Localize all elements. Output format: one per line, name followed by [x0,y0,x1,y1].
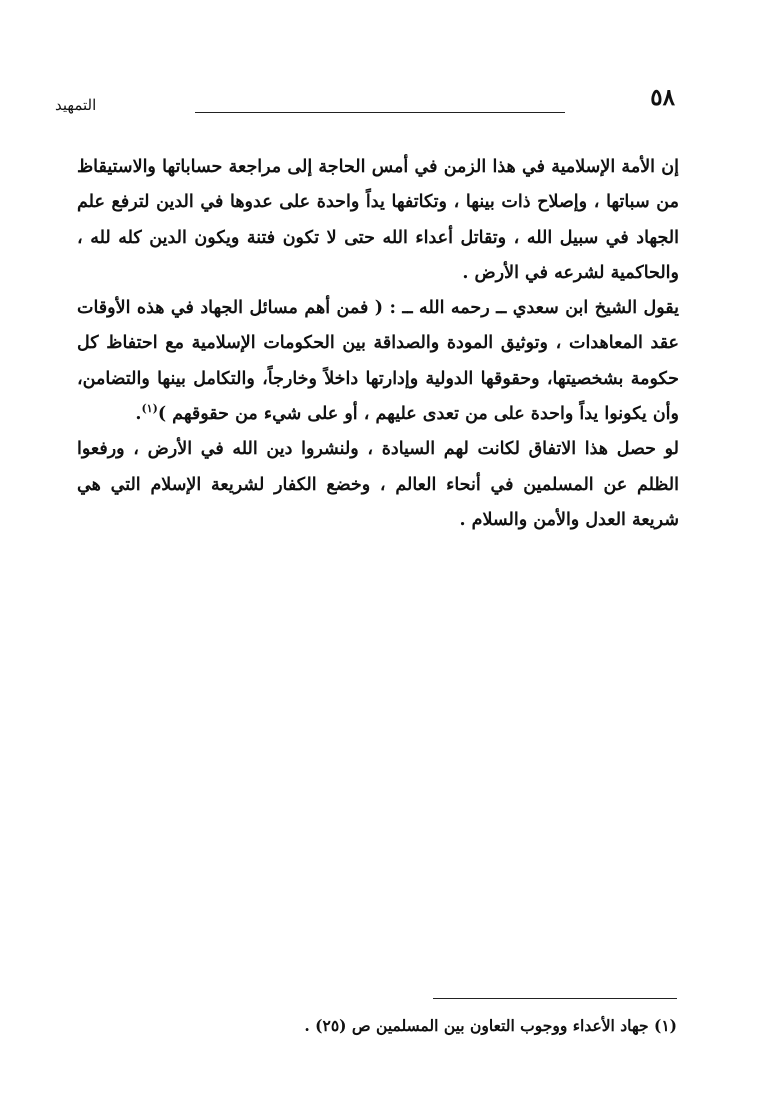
main-text [77,150,679,538]
footnote-rule [433,998,677,999]
paragraph-1: إن الأمة الإسلامية في هذا الزمن في أمس الحاجة إلى مراجعة حساباتها والاستيقاظ من سباتها ، وإصلاح ذات بينها ، وتكاتفها يداً واحدة على عدوها في الدين لترفع علم الجهاد في سبيل الله ، وتقاتل أعداء الله حتى لا تكون فتنة ويكون الدين كله لله ، والحاكمية لشرعه في الأرض . [77,157,679,283]
running-title: التمهيد [55,96,97,114]
paragraph-2-end: . [135,404,142,425]
footnote-reference: (١) [141,402,158,416]
page-number: ٥٨ [650,84,675,111]
paragraph-2 [77,291,679,432]
header-rule [195,112,565,113]
running-header [55,96,565,118]
paragraph-2-text: يقول الشيخ ابن سعدي ــ رحمه الله ــ : ( فمن أهم مسائل الجهاد في هذه الأوقات عقد المعاهدات ، وتوثيق المودة والصداقة بين الحكومات الإسلامية مع احتفاظ كل حكومة بشخصيتها، وحقوقها الدولية وإدارتها داخلاً وخارجاً، والتكامل بينها والتضامن، وأن يكونوا يداً واحدة على من تعدى عليهم ، أو على شيء من حقوقهم ) [77,298,679,425]
paragraph-3: لو حصل هذا الاتفاق لكانت لهم السيادة ، ولنشروا دين الله في الأرض ، ورفعوا الظلم عن المسلمين في أنحاء العالم ، وخضع الكفار لشريعة الإسلام التي هي شريعة العدل والأمن والسلام . [77,439,679,530]
footnote-1: (١) جهاد الأعداء ووجوب التعاون بين المسلمين ص (٢٥) . [304,1016,677,1035]
